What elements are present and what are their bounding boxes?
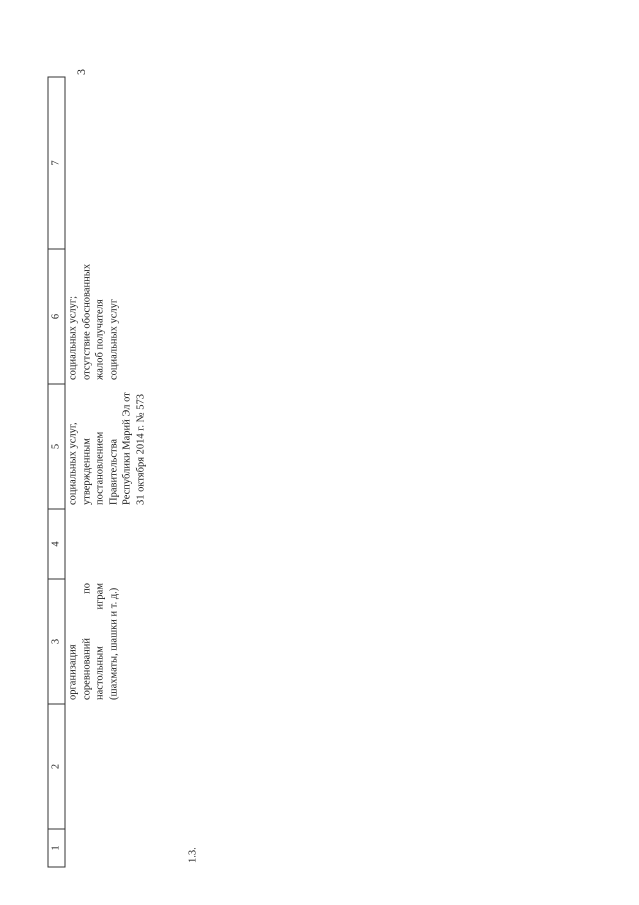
header-col-7: 7 bbox=[48, 77, 65, 249]
page-number: 3 bbox=[74, 69, 88, 75]
header-col-2: 2 bbox=[48, 704, 65, 829]
service-term bbox=[65, 509, 186, 579]
service-name bbox=[186, 704, 568, 829]
row-number bbox=[65, 829, 186, 867]
services-table bbox=[48, 76, 568, 867]
service-tariff bbox=[186, 384, 568, 509]
header-col-5: 5 bbox=[48, 384, 65, 509]
header-row bbox=[48, 77, 65, 867]
services-table-container bbox=[48, 77, 593, 867]
service-name bbox=[65, 704, 186, 829]
service-conditions bbox=[65, 77, 186, 249]
quality-indicators bbox=[186, 249, 568, 384]
service-description: организация соревнований по настольным играм (шахматы, шашки и т. д.) bbox=[67, 582, 119, 700]
table-row bbox=[65, 77, 186, 867]
header-col-3: 3 bbox=[48, 579, 65, 704]
service-term bbox=[186, 509, 568, 579]
quality-indicators: социальных услуг; отсутствие обоснованных жалоб получателя социальных услуг bbox=[67, 263, 119, 380]
service-conditions bbox=[186, 77, 568, 249]
service-tariff: социальных услуг, утвержденным постановлением Правительства Республики Марий Эл от 31 октября 2014 г. № 573 bbox=[67, 391, 146, 505]
header-col-6: 6 bbox=[48, 249, 65, 384]
row-number: 1.3. bbox=[187, 846, 199, 863]
header-col-1: 1 bbox=[48, 829, 65, 867]
table-row bbox=[186, 77, 568, 867]
service-description bbox=[186, 579, 568, 704]
header-col-4: 4 bbox=[48, 509, 65, 579]
